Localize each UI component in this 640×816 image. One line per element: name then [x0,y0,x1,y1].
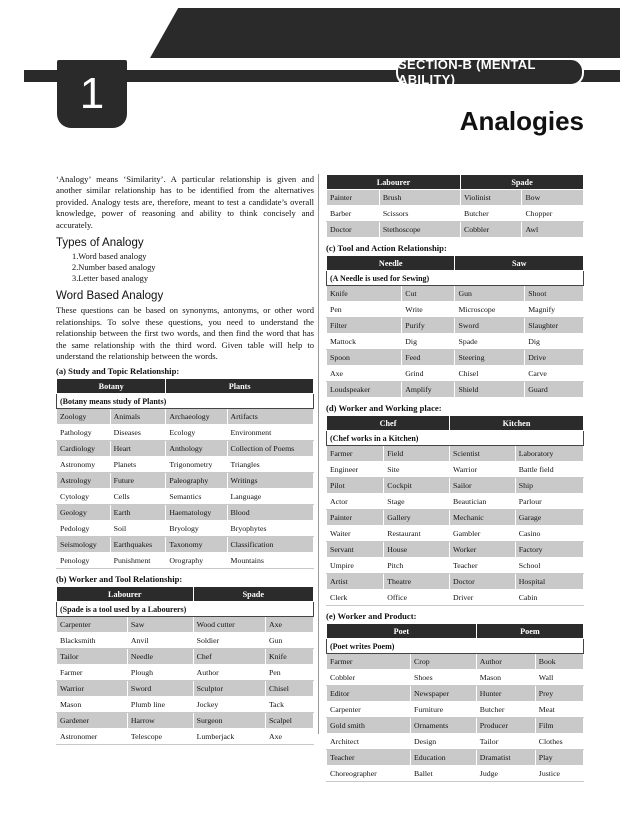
table-row [327,494,584,510]
table-header: Saw [455,256,584,271]
table-row [57,457,314,473]
table-cell: Tailor [476,734,535,750]
table-cell: Magnify [525,302,584,318]
table-row [327,318,584,334]
table-row [327,542,584,558]
table-cell: Ecology [166,425,227,441]
table-cell: Paleography [166,473,227,489]
table-cell: Crop [411,654,477,670]
table-cell: Axe [327,366,402,382]
table-cell: Factory [515,542,583,558]
table-cell: Slaughter [525,318,584,334]
table-cell: Author [193,665,265,681]
table-cell: Bryology [166,521,227,537]
table-row [327,302,584,318]
table-cell: Haematology [166,505,227,521]
table-cell: Soil [110,521,166,537]
table-cell: Semantics [166,489,227,505]
table-cell: Play [535,750,583,766]
table-cell: Earthquakes [110,537,166,553]
table-cell: Actor [327,494,384,510]
table-cell: Purify [402,318,455,334]
table-cell: Sailor [450,478,516,494]
table-cell: Plough [127,665,193,681]
table-description: (Chef works in a Kitchen) [327,431,584,446]
table-row [57,537,314,553]
table-description-row [327,639,584,654]
table-row [57,473,314,489]
table-row [327,702,584,718]
table-cell: Axe [265,617,313,633]
table-cell: Painter [327,190,380,206]
table-cell: Saw [127,617,193,633]
table-caption: (a) Study and Topic Relationship: [56,366,180,377]
table-cell: Telescope [127,729,193,745]
table-cell: School [515,558,583,574]
table-cell: Sword [455,318,525,334]
table-cell: Astrology [57,473,111,489]
table-cell: Archaeology [166,409,227,425]
table-cell: Taxonomy [166,537,227,553]
table-cell: Scalpel [265,713,313,729]
table-row [57,681,314,697]
table-cell: Animals [110,409,166,425]
table-cell: Beautician [450,494,516,510]
table-cell: Cytology [57,489,111,505]
table-cell: Chopper [522,206,584,222]
table-cell: Dig [402,334,455,350]
table-description: (Spade is a tool used by a Labourers) [57,602,314,617]
word-based-heading: Word Based Analogy [56,290,164,303]
table-cell: Classification [227,537,313,553]
table-cell: Violinist [461,190,522,206]
table-cell: Driver [450,590,516,606]
table-row [57,553,314,569]
table-cell: Pitch [384,558,450,574]
table-cell: Trigonometry [166,457,227,473]
table-header: Botany [57,379,166,394]
table-cell: Anvil [127,633,193,649]
table-cell: Servant [327,542,384,558]
table-header-row [57,587,314,602]
table-cell: Carve [525,366,584,382]
table-cell: Newspaper [411,686,477,702]
table-cell: Author [476,654,535,670]
table-header-row [57,379,314,394]
table-caption: (b) Worker and Tool Relationship: [56,574,183,585]
table-cell: Bryophytes [227,521,313,537]
study-topic-table [56,378,314,569]
types-list [72,252,314,284]
table-cell: Restaurant [384,526,450,542]
table-cell: Mountains [227,553,313,569]
table-cell: Dig [525,334,584,350]
table-description: (Poet writes Poem) [327,639,584,654]
table-cell: Wood cutter [193,617,265,633]
table-header: Kitchen [450,416,584,431]
table-cell: Engineer [327,462,384,478]
table-caption: (e) Worker and Product: [326,611,417,621]
table-cell: Seismology [57,537,111,553]
table-row [327,590,584,606]
table-cell: Tailor [57,649,128,665]
table-cell: Worker [450,542,516,558]
table-cell: Wall [535,670,583,686]
table-cell: Loudspeaker [327,382,402,398]
table-header: Plants [166,379,314,394]
table-cell: Mason [57,697,128,713]
list-item: 2.Number based analogy [72,262,156,272]
table-cell: Spade [455,334,525,350]
table-header-row [327,175,584,190]
table-cell: Environment [227,425,313,441]
table-cell: Astronomer [57,729,128,745]
worker-product-table [326,623,584,782]
table-row [327,750,584,766]
table-row [57,633,314,649]
table-row [57,425,314,441]
table-cell: House [384,542,450,558]
table-cell: Cobbler [461,222,522,238]
table-header-row [327,256,584,271]
table-cell: Future [110,473,166,489]
table-cell: Gun [265,633,313,649]
table-cell: Amplify [402,382,455,398]
table-description-row [327,431,584,446]
table-cell: Jockey [193,697,265,713]
table-cell: Grind [402,366,455,382]
table-row [327,686,584,702]
table-row [327,478,584,494]
table-cell: Doctor [327,222,380,238]
table-cell: Harrow [127,713,193,729]
types-heading: Types of Analogy [56,237,144,250]
table-cell: Warrior [57,681,128,697]
table-cell: Architect [327,734,411,750]
table-cell: Language [227,489,313,505]
table-cell: Cells [110,489,166,505]
table-cell: Dramatist [476,750,535,766]
table-row [57,441,314,457]
word-based-paragraph: These questions can be based on synonyms, antonyms, or other word relationships. To solve these questions, you need to understand the relationship between the first two words, and then find the word that has the same relationship with the third word. Given table will help to understand the relationship between the words. [56,305,314,362]
table-header-row [327,416,584,431]
table-cell: Clothes [535,734,583,750]
table-cell: Blacksmith [57,633,128,649]
table-cell: Gardener [57,713,128,729]
table-cell: Knife [327,286,402,302]
table-row [327,446,584,462]
table-row [57,713,314,729]
column-divider [318,174,319,734]
table-cell: Plumb line [127,697,193,713]
table-cell: Field [384,446,450,462]
table-cell: Awl [522,222,584,238]
table-cell: Punishment [110,553,166,569]
table-cell: Bow [522,190,584,206]
table-header: Poet [327,624,477,639]
table-row [327,526,584,542]
table-description-row [327,271,584,286]
tool-action-table [326,255,584,398]
table-cell: Spoon [327,350,402,366]
table-cell: Anthology [166,441,227,457]
table-cell: Casino [515,526,583,542]
table-row [327,190,584,206]
table-row [327,286,584,302]
table-cell: Drive [525,350,584,366]
table-row [327,334,584,350]
table-cell: Farmer [57,665,128,681]
table-cell: Lumberjack [193,729,265,745]
table-cell: Ship [515,478,583,494]
table-cell: Umpire [327,558,384,574]
table-cell: Hunter [476,686,535,702]
table-cell: Sculptor [193,681,265,697]
table-cell: Waiter [327,526,384,542]
table-cell: Cabin [515,590,583,606]
table-cell: Mattock [327,334,402,350]
table-cell: Painter [327,510,384,526]
worker-tool-table-continued [326,174,584,238]
table-description: (A Needle is used for Sewing) [327,271,584,286]
table-row [57,505,314,521]
table-cell: Gun [455,286,525,302]
table-cell: Design [411,734,477,750]
table-cell: Earth [110,505,166,521]
table-row [57,665,314,681]
table-row [327,366,584,382]
table-cell: Justice [535,766,583,782]
table-row [327,574,584,590]
table-cell: Warrior [450,462,516,478]
table-row [327,654,584,670]
table-cell: Gambler [450,526,516,542]
table-cell: Shield [455,382,525,398]
table-header: Spade [461,175,584,190]
table-cell: Guard [525,382,584,398]
table-cell: Farmer [327,654,411,670]
table-cell: Pen [327,302,402,318]
table-cell: Geology [57,505,111,521]
table-cell: Chisel [265,681,313,697]
table-cell: Surgeon [193,713,265,729]
table-cell: Sword [127,681,193,697]
table-cell: Editor [327,686,411,702]
table-cell: Producer [476,718,535,734]
table-cell: Judge [476,766,535,782]
table-cell: Teacher [327,750,411,766]
table-cell: Hospital [515,574,583,590]
table-cell: Steering [455,350,525,366]
right-column [326,174,584,787]
table-cell: Chisel [455,366,525,382]
header-band [150,8,620,58]
table-row [57,649,314,665]
table-cell: Artifacts [227,409,313,425]
table-row [327,718,584,734]
table-header: Poem [476,624,583,639]
table-header: Labourer [327,175,461,190]
table-cell: Cardiology [57,441,111,457]
table-cell: Laboratory [515,446,583,462]
table-cell: Scissors [379,206,460,222]
table-row [327,462,584,478]
table-cell: Soldier [193,633,265,649]
table-row [57,489,314,505]
table-cell: Cobbler [327,670,411,686]
table-cell: Stage [384,494,450,510]
table-row [327,766,584,782]
table-cell: Pathology [57,425,111,441]
table-cell: Butcher [461,206,522,222]
table-cell: Doctor [450,574,516,590]
worker-place-table [326,415,584,606]
table-cell: Furniture [411,702,477,718]
table-row [327,350,584,366]
table-cell: Teacher [450,558,516,574]
table-cell: Carpenter [327,702,411,718]
table-row [327,734,584,750]
table-cell: Gold smith [327,718,411,734]
table-cell: Blood [227,505,313,521]
table-row [327,382,584,398]
table-cell: Ornaments [411,718,477,734]
table-cell: Shoot [525,286,584,302]
table-cell: Book [535,654,583,670]
table-cell: Parlour [515,494,583,510]
table-description-row [57,602,314,617]
table-cell: Scientist [450,446,516,462]
table-header: Chef [327,416,450,431]
table-cell: Carpenter [57,617,128,633]
table-row [57,521,314,537]
table-cell: Stethoscope [379,222,460,238]
table-cell: Mason [476,670,535,686]
table-cell: Theatre [384,574,450,590]
chapter-number: 1 [57,60,127,128]
table-cell: Zoology [57,409,111,425]
table-cell: Choreographer [327,766,411,782]
table-cell: Axe [265,729,313,745]
table-cell: Barber [327,206,380,222]
table-cell: Heart [110,441,166,457]
table-cell: Write [402,302,455,318]
table-cell: Collection of Poems [227,441,313,457]
table-row [57,697,314,713]
page-title: Analogies [459,106,584,136]
table-cell: Chef [193,649,265,665]
table-description: (Botany means study of Plants) [57,394,314,409]
table-cell: Writings [227,473,313,489]
table-cell: Cockpit [384,478,450,494]
table-cell: Office [384,590,450,606]
table-cell: Tack [265,697,313,713]
left-column [56,174,314,750]
table-cell: Triangles [227,457,313,473]
table-cell: Gallery [384,510,450,526]
table-cell: Site [384,462,450,478]
table-cell: Meat [535,702,583,718]
table-cell: Pen [265,665,313,681]
table-row [57,617,314,633]
table-header: Needle [327,256,455,271]
intro-paragraph: ‘Analogy’ means ‘Similarity’. A particular relationship is given and another similar relationship has to be identified from the alternatives provided. Analogy tests are, therefore, meant to test a candidate’s overall knowledge, power of reasoning and ability to think concisely and accurately. [56,174,314,230]
table-cell: Clerk [327,590,384,606]
table-cell: Cut [402,286,455,302]
table-row [327,206,584,222]
table-cell: Mechanic [450,510,516,526]
list-item: 1.Word based analogy [72,252,147,262]
worker-tool-table [56,586,314,745]
table-header: Labourer [57,587,194,602]
table-caption: (c) Tool and Action Relationship: [326,243,447,253]
table-cell: Ballet [411,766,477,782]
table-row [57,729,314,745]
table-cell: Penology [57,553,111,569]
table-cell: Education [411,750,477,766]
table-cell: Feed [402,350,455,366]
table-cell: Butcher [476,702,535,718]
table-cell: Orography [166,553,227,569]
table-cell: Brush [379,190,460,206]
table-cell: Garage [515,510,583,526]
table-cell: Farmer [327,446,384,462]
table-cell: Pilot [327,478,384,494]
table-description-row [57,394,314,409]
table-row [327,558,584,574]
table-row [327,510,584,526]
table-cell: Needle [127,649,193,665]
list-item: 3.Letter based analogy [72,273,149,283]
table-header: Spade [193,587,313,602]
table-caption: (d) Worker and Working place: [326,403,442,413]
table-cell: Knife [265,649,313,665]
section-label: SECTION-B (MENTAL ABILITY) [396,58,584,86]
table-cell: Artist [327,574,384,590]
table-cell: Microscope [455,302,525,318]
table-cell: Prey [535,686,583,702]
table-cell: Film [535,718,583,734]
table-cell: Battle field [515,462,583,478]
table-header-row [327,624,584,639]
table-cell: Shoes [411,670,477,686]
table-cell: Planets [110,457,166,473]
table-cell: Diseases [110,425,166,441]
table-row [327,670,584,686]
table-cell: Filter [327,318,402,334]
table-cell: Pedology [57,521,111,537]
table-row [57,409,314,425]
table-row [327,222,584,238]
table-cell: Astronomy [57,457,111,473]
